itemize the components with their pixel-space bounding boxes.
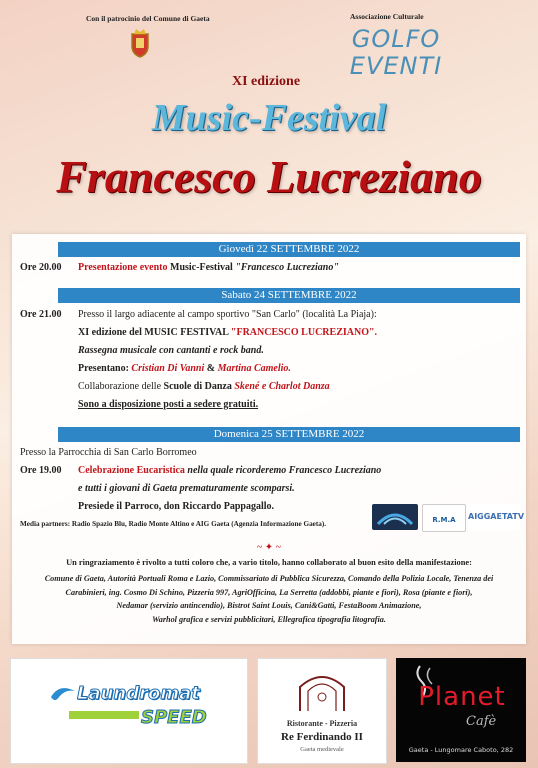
festival-title: Music-Festival — [151, 97, 387, 139]
day2-line2a: XI edizione del MUSIC FESTIVAL — [78, 327, 231, 338]
logo-line1: GOLFO — [351, 25, 441, 53]
swirl-icon — [49, 683, 77, 705]
restaurant-arch-icon — [296, 667, 348, 713]
laundromat-stripe — [69, 711, 139, 719]
festival-name: Francesco Lucreziano — [56, 151, 482, 202]
day1-event-red: Presentazione evento — [78, 262, 168, 273]
day1-event-rest: Music-Festival — [167, 262, 236, 273]
day2-line1: Presso il largo adiacente al campo sportivo "San Carlo" (località La Piaja): — [78, 309, 377, 320]
day1-time: Ore 20.00 — [20, 262, 62, 273]
day2-line5c: Skené e Charlot Danza — [231, 381, 330, 392]
day3-time: Ore 19.00 — [20, 465, 62, 476]
day1-event — [78, 262, 339, 273]
radio-wave-icon — [372, 504, 418, 530]
thanks-list — [26, 572, 512, 626]
day1-date-bar: Giovedì 22 SETTEMBRE 2022 — [58, 242, 520, 257]
patronage-text: Con il patrocinio del Comune di Gaeta — [86, 14, 210, 23]
sponsor-laundromat — [10, 658, 248, 764]
thanks-line: Warhol grafica e servizi pubblicitari, Ellegrafica tipografia litografia. — [152, 614, 386, 624]
radio-spazio-blu-logo — [372, 504, 418, 530]
day2-line4b: Cristian Di Vanni — [131, 363, 205, 374]
risto-name: Re Ferdinando II — [281, 731, 363, 743]
day3-date-bar: Domenica 25 SETTEMBRE 2022 — [58, 427, 520, 442]
thanks-intro: Un ringraziamento è rivolto a tutti coloro che, a vario titolo, hanno collaborato al buon esito della manifestazione: — [66, 558, 472, 567]
day3-line1 — [78, 465, 381, 476]
laundromat-name: Laundromat — [77, 683, 200, 704]
thanks-line: Nedamar (servizio antincendio), Bistrot Saint Louis, Cani&Gatti, FestaBoom Animazione, — [116, 601, 422, 610]
day2-time: Ore 21.00 — [20, 309, 62, 320]
programme-panel — [12, 234, 526, 644]
day2-line4c: & — [204, 363, 218, 374]
sponsor-re-ferdinando — [257, 658, 387, 764]
day3-line2: e tutti i giovani di Gaeta prematuramente scomparsi. — [78, 483, 295, 494]
day3-line1b: nella quale ricorderemo Francesco Lucreziano — [184, 465, 382, 476]
golfo-eventi-logo — [336, 26, 456, 80]
day2-line2 — [78, 327, 377, 338]
association-label: Associazione Culturale — [350, 12, 424, 21]
thanks-line: Comune di Gaeta, Autorità Portuali Roma e Lazio, Commissariato di Pubblica Sicurezza, Comando della Polizia Locale, Tenenza dei — [44, 574, 494, 583]
media-partners-text: Media partners: Radio Spazio Blu, Radio Monte Altino e AIG Gaeta (Agenzia Informazione Gaeta). — [20, 520, 327, 528]
day3-place: Presso la Parrocchia di San Carlo Borromeo — [20, 447, 197, 458]
day2-line2b: "FRANCESCO LUCREZIANO". — [230, 327, 378, 338]
edition-label: XI edizione — [232, 74, 301, 89]
logo-line2: EVENTI — [349, 52, 443, 80]
day2-line5a: Collaborazione delle — [78, 381, 164, 392]
day2-line5b: Scuole di Danza — [163, 381, 232, 392]
laundromat-speed: SPEED — [141, 707, 207, 728]
day3-line3: Presiede il Parroco, don Riccardo Pappagallo. — [78, 501, 275, 512]
day2-date-bar: Sabato 24 SETTEMBRE 2022 — [58, 288, 520, 303]
risto-type: Ristorante - Pizzeria — [286, 719, 358, 728]
sponsor-planet-cafe — [396, 658, 526, 762]
day2-line4d: Martina Camelio. — [217, 363, 291, 374]
thanks-line: Carabinieri, ing. Cosmo Di Schino, Pizzeria 997, AgriOfficina, La Serretta (addobbi, piante e fiori), Rosa (piante e fiori), — [65, 587, 473, 597]
aig-gaeta-tv-logo: AIGGAETATV — [468, 504, 520, 530]
ornament-divider: ~ ✦ ~ — [256, 542, 282, 553]
risto-location: Gaeta medievale — [300, 746, 344, 753]
planet-name: Planet — [418, 682, 506, 712]
day2-line4 — [78, 363, 291, 374]
day2-line4a: Presentano: — [78, 363, 132, 374]
gaeta-crest-icon — [129, 28, 151, 58]
day1-event-italic: "Francesco Lucreziano" — [235, 262, 339, 273]
day2-line5 — [78, 381, 330, 392]
planet-cafe: Cafè — [466, 714, 497, 729]
rma-logo: R.M.A — [422, 504, 466, 532]
day2-line6: Sono a disposizione posti a sedere gratuiti. — [78, 399, 259, 410]
day2-line3: Rassegna musicale con cantanti e rock band. — [78, 345, 264, 356]
planet-address: Gaeta - Lungomare Caboto, 282 — [408, 746, 514, 754]
day3-line1a: Celebrazione Eucaristica — [78, 465, 185, 476]
